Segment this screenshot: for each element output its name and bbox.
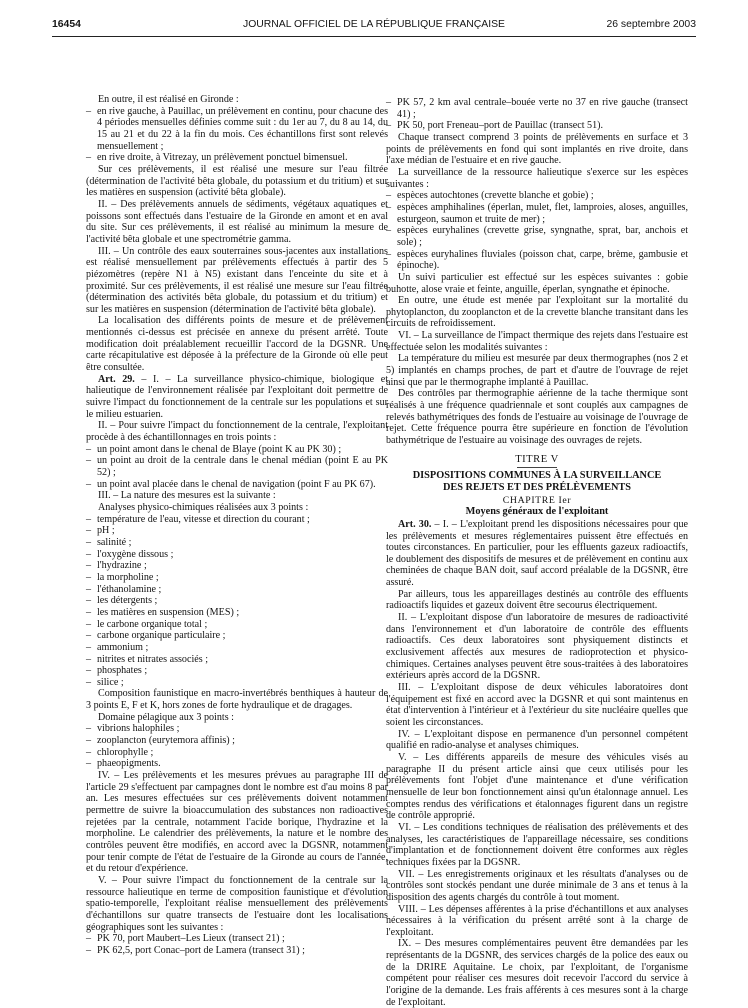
paragraph: III. – La nature des mesures est la suivante : (98, 490, 276, 502)
list-item: – en rive droite, à Vitrezay, un prélèvement ponctuel bimensuel. (86, 152, 348, 164)
list-item: – espèces amphihalines (éperlan, mulet, flet, lamproies, aloses, anguilles, esturgeon, saumon et truite de mer) ; (386, 201, 688, 225)
paragraph: La localisation des différents points de mesure et de prélèvement mentionnés ci-dessus est précisée en annexe du présent arrêté. Toute modification doit préalablement recueillir l'accord de la DGSNR. Une carte récapitulative est déposée à la préfecture de la Gironde où elle peut être consultée. (86, 315, 388, 374)
paragraph: Composition faunistique en macro-invertébrés benthiques à hauteur de 3 points E, F et K, hors zones de forte hydraulique et de dragages. (86, 688, 388, 712)
list-item: – espèces autochtones (crevette blanche et gobie) ; (386, 190, 594, 202)
paragraph: II. – Des prélèvements annuels de sédiments, végétaux aquatiques et poissons sont effectués dans l'estuaire de la Gironde en amont et en aval du site. Sur ces prélèvements, il est réalisé au minimum la mesure de l'activité bêta globale et une spectrométrie gamma. (86, 198, 388, 245)
list-item: – silice ; (86, 676, 124, 688)
list-item: – ammonium ; (86, 641, 149, 653)
chapter-heading: Moyens généraux de l'exploitant (465, 506, 609, 518)
list-item: – l'éthanolamine ; (86, 583, 162, 595)
paragraph: En outre, il est réalisé en Gironde : (98, 94, 239, 105)
paragraph: VIII. – Les dépenses afférentes à la prise d'échantillons et aux analyses nécessaires à la vérification du présent arrêté sont à la charge de l'exploitant. (386, 903, 688, 938)
paragraph: Par ailleurs, tous les appareillages destinés au contrôle des effluents radioactifs liquides et gazeux doivent être secourus électriquement. (386, 588, 688, 612)
article-29: Art. 29. – I. – La surveillance physico-chimique, biologique et halieutique de l'environnement réalisée par l'exploitant doit permettre de suivre l'impact du fonctionnement de la centrale sur les populations et sur le milieu estuarien. (86, 373, 389, 420)
list-item: – espèces euryhalines (crevette grise, syngnathe, sprat, bar, anchois et sole) ; (386, 225, 688, 248)
paragraph: VI. – La surveillance de l'impact thermique des rejets dans l'estuaire est effectuée selon les modalités suivantes : (386, 330, 688, 353)
list-item: – nitrites et nitrates associés ; (86, 653, 209, 665)
section-heading: DISPOSITIONS COMMUNES À LA SURVEILLANCE (412, 470, 662, 482)
paragraph: Sur ces prélèvements, il est réalisé une mesure sur l'eau filtrée (détermination de l'activité bêta globale, du potassium et du tritium) et sur les matières en suspension (activité bêta globale). (86, 163, 388, 199)
list-item: – un point au droit de la centrale dans le chenal médian (point E au PK 52) ; (86, 455, 388, 478)
list-item: – les détergents ; (86, 595, 158, 607)
paragraph: La surveillance de la ressource halieutique s'exerce sur les espèces suivantes : (386, 166, 688, 190)
header-rule (52, 36, 696, 37)
list-item: – chlorophylle ; (86, 746, 154, 758)
list-item: – phosphates ; (86, 665, 148, 677)
paragraph: Des contrôles par thermographie aérienne de la tache thermique sont réalisés à une fréquence quadriennale et sont couplés aux campagnes de relevés bathymétriques des fonds de l'estuaire au voisinage de l'ouvrage de rejet. Cette fréquence pourra être supérieure en fonction de l'évolution bathymétrique de l'estuaire au voisinage des ouvrages de rejets. (386, 388, 688, 447)
paragraph: II. – L'exploitant dispose d'un laboratoire de mesures de radioactivité dans l'environnement et d'un laboratoire de contrôle des effluents radioactifs. Ces deux laboratoires sont physiquement distincts et exclusivement affectés aux mesures de radioprotection et physico-chimiques. Certaines analyses peuvent être sous-traitées à des laboratoires extérieurs après accord de la DGSNR. (386, 612, 688, 682)
list-item: – un point amont dans le chenal de Blaye (point K au PK 30) ; (86, 443, 342, 455)
right-column (386, 97, 688, 1008)
page-number: 16454 (52, 19, 81, 30)
paragraph: La température du milieu est mesurée par deux thermographes (nos 2 et 5) implantés en champs proches, de part et d'autre de l'ouvrage de rejet ainsi que par le thermographe implanté à Pauillac. (386, 353, 688, 388)
left-column (86, 94, 388, 957)
list-item: – l'hydrazine ; (86, 560, 147, 572)
paragraph: III. – L'exploitant dispose de deux véhicules laboratoires dont l'équipement est fixé en accord avec la DGSNR et qui sont maintenus en état d'intervention à l'intérieur et à l'extérieur du site nucléaire quelles que soient les circonstances. (386, 682, 688, 728)
paragraph: Chaque transect comprend 3 points de prélèvements en surface et 3 points de prélèvements en fond qui sont implantés en rive droite, dans l'axe médian de l'estuaire et en rive gauche. (386, 131, 688, 167)
list-item: – vibrions halophiles ; (86, 723, 180, 735)
list-item: – salinité ; (86, 536, 132, 548)
list-item: – phaeopigments. (86, 758, 161, 770)
paragraph: Un suivi particulier est effectué sur les espèces suivantes : gobie buhotte, alose vraie et feinte, anguille, éperlan, syngnathe et épinoche. (386, 271, 688, 295)
paragraph: III. – Un contrôle des eaux souterraines sous-jacentes aux installations est réalisé mensuellement par prélèvements effectués à partir des 5 piézomètres (repère N1 à N5) existant dans l'enceinte du site et à proximité. Sur ces prélèvements, il est réalisé une mesure sur l'eau filtrée (détermination des activités bêta globale, du potassium et du tritium) et sur les matières en suspension (détermination de l'activité bêta globale). (86, 245, 388, 315)
list-item: – en rive gauche, à Pauillac, un prélèvement en continu, pour chacune des 4 périodes mensuelles définies comme suit : du 1er au 7, du 8 au 14, du 15 au 21 et du 22 à la fin du mois. Ces échantillons first sont relevés mensuellement ; (86, 105, 388, 152)
paragraph: En outre, une étude est menée par l'exploitant sur la mortalité du phytoplancton, du zooplancton et de la crevette blanche transitant dans les circuits de refroidissement. (386, 295, 688, 330)
article-label: Art. 29. (98, 373, 135, 385)
section-title: TITRE V (515, 453, 559, 465)
section-heading: DES REJETS ET DES PRÉLÈVEMENTS (442, 481, 632, 493)
publication-date: 26 septembre 2003 (606, 19, 696, 30)
list-item: – un point aval placée dans le chenal de navigation (point F au PK 67). (86, 478, 376, 490)
article-label: Art. 30. (398, 518, 432, 530)
paragraph: Analyses physico-chimiques réalisées aux 3 points : (98, 501, 309, 513)
paragraph: V. – Pour suivre l'impact du fonctionnement de la centrale sur la ressource halieutique en terme de composition faunistique et d'évolution spatio-temporelle, l'exploitant réalise mensuellement des prélèvements d'échantillons sur quatre transects de l'estuaire dont les localisations géographiques sont les suivantes : (86, 874, 388, 933)
list-item: – PK 70, port Maubert–Les Lieux (transect 21) ; (86, 933, 285, 945)
list-item: – PK 57, 2 km aval centrale–bouée verte no 37 en rive gauche (transect 41) ; (386, 97, 688, 120)
page-header (52, 19, 696, 35)
list-item: – zooplancton (eurytemora affinis) ; (86, 735, 235, 747)
chapter-title: CHAPITRE Ier (502, 494, 572, 506)
paragraph: IV. – Les prélèvements et les mesures prévues au paragraphe III de l'article 29 s'effectuent par campagnes dont le nombre est d'au moins 8 par an. Les mesures effectuées sur ces prélèvements doivent notamment permettre de suivre la bioaccumulation des substances non radioactives rejetées par la centrale, notamment l'acide borique, l'hydrazine et la morpholine. Le calendrier des prélèvements, la nature et le nombre des contrôles peuvent être modifiés, en accord avec la DGSNR, notamment pour tenir compte de l'état de l'estuaire de la Gironde au cours de l'année, et du retour d'expérience. (86, 770, 388, 875)
list-item: – la morpholine ; (86, 571, 159, 583)
paragraph: II. – Pour suivre l'impact du fonctionnement de la centrale, l'exploitant procède à des échantillonnages en trois points : (86, 420, 388, 444)
paragraph: VI. – Les conditions techniques de réalisation des prélèvements et des analyses, les caractéristiques de l'appareillage nécessaire, ses conditions d'implantation et de fonctionnement doivent être conformes aux règles techniques fixées par la DGSNR. (386, 821, 688, 868)
list-item: – température de l'eau, vitesse et direction du courant ; (86, 513, 310, 525)
paragraph: VII. – Les enregistrements originaux et les résultats d'analyses ou de contrôles sont stockés pendant une durée minimale de 3 ans et tenus à la disposition des agents chargés du contrôle à tout moment. (386, 868, 688, 903)
paragraph: V. – Les différents appareils de mesure des véhicules visés au paragraphe II du présent article ainsi que ceux utilisés pour les prélèvements font l'objet d'une maintenance et d'une vérification mensuelle de leur bon fonctionnement ainsi qu'un étalonnage annuel. Les comptes rendus des vérifications et étalonnages figurent dans un registre de contrôle approprié. (386, 751, 688, 822)
paragraph: Domaine pélagique aux 3 points : (98, 711, 234, 723)
paragraph: IV. – L'exploitant dispose en permanence d'un personnel compétent qualifié en radio-analyse et analyses chimiques. (386, 728, 688, 752)
title-divider (517, 467, 557, 468)
list-item: – le carbone organique total ; (86, 618, 208, 630)
list-item: – espèces euryhalines fluviales (poisson chat, carpe, brème, gambusie et épinoche). (386, 248, 688, 272)
article-30: Art. 30. – I. – L'exploitant prend les dispositions nécessaires pour que les prélèvements et mesures réglementaires puissent être effectués en toutes circonstances. En particulier, pour les effluents gazeux radioactifs, le doublement des dispositifs de mesures et de prélèvement en continu aux cheminées de chaque BAN doit, sauf accord préalable de la DGSNR, être assuré. (386, 518, 689, 589)
list-item: – les matières en suspension (MES) ; (86, 606, 240, 618)
list-item: – carbone organique particulaire ; (86, 630, 226, 642)
paragraph: IX. – Des mesures complémentaires peuvent être demandées par les représentants de la DGSNR, des services chargés de la police des eaux ou de la DRIRE Aquitaine. Le choix, par l'exploitant, de l'organisme compétent pour réaliser ces mesures doit recevoir l'accord du service à l'origine de la demande. Les frais afférents à ces mesures sont à la charge de l'exploitant. (386, 938, 688, 1008)
list-item: – l'oxygène dissous ; (86, 548, 174, 560)
list-item: – PK 50, port Freneau–port de Pauillac (transect 51). (386, 120, 604, 132)
list-item: – PK 62,5, port Conac–port de Lamera (transect 31) ; (86, 944, 305, 956)
list-item: – pH ; (86, 525, 115, 537)
journal-title: JOURNAL OFFICIEL DE LA RÉPUBLIQUE FRANÇAISE (243, 19, 505, 30)
